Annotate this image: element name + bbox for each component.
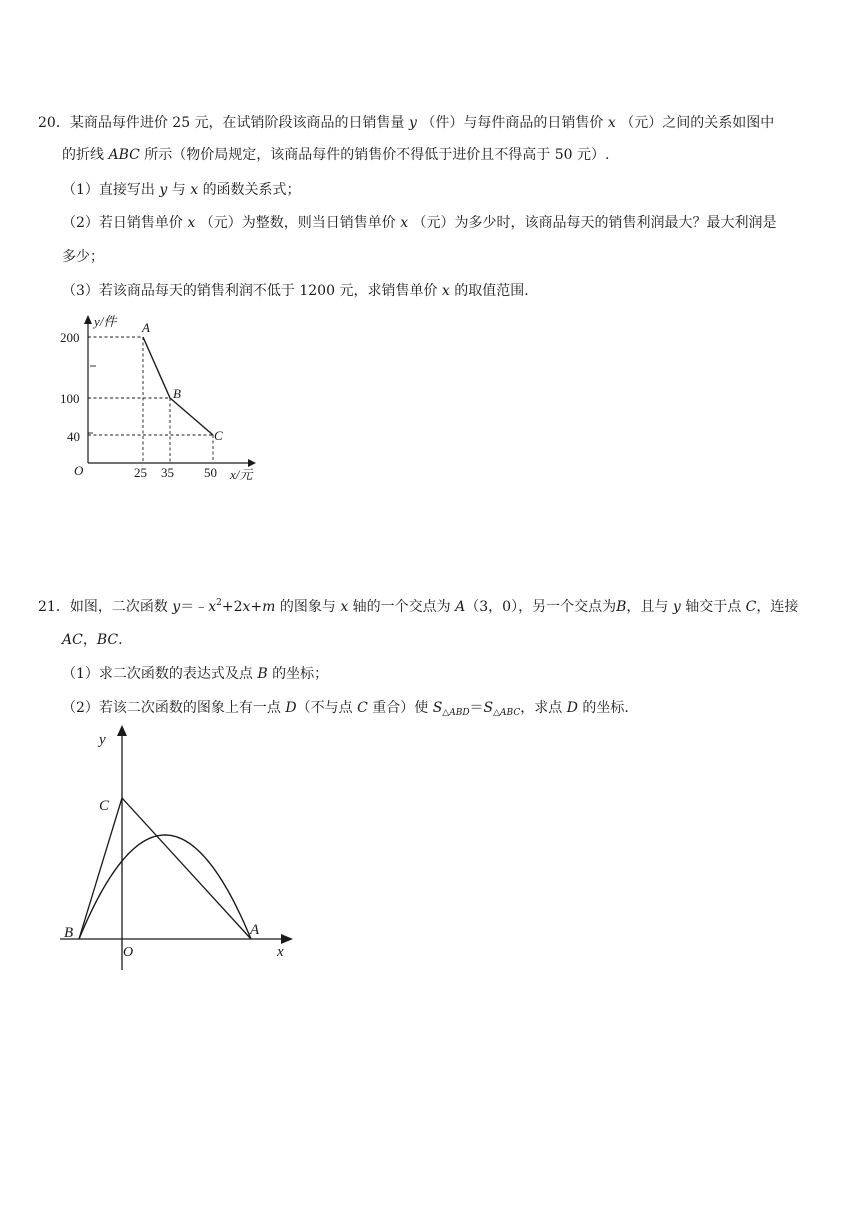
q20-part2-cont: 多少； bbox=[62, 249, 104, 265]
point-label-b: B bbox=[64, 925, 74, 941]
x-axis-arrow bbox=[281, 934, 293, 944]
point-label-c: C bbox=[99, 798, 110, 814]
segment-ac bbox=[122, 798, 251, 939]
sales-graph bbox=[50, 310, 280, 490]
point-label-b: B bbox=[173, 386, 181, 401]
q20-line1: 20．某商品每件进价 25 元，在试销阶段该商品的日销售量 y （件）与每件商品的日销售价 x （元）之间的关系如图中 bbox=[38, 115, 775, 131]
q21-part2: （2）若该二次函数的图象上有一点 D（不与点 C 重合）使 $S_{\triangle ABD}=S_{\triangle ABC}$，求点 D 的坐标. bbox=[62, 700, 629, 718]
q20-number: 20． bbox=[38, 115, 70, 131]
q21-number: 21． bbox=[38, 599, 70, 615]
x-axis-label: x/元 bbox=[230, 467, 253, 482]
y-axis-arrow bbox=[117, 725, 127, 736]
q20-part3: （3）若该商品每天的销售利润不低于 1200 元，求销售单价 x 的取值范围. bbox=[62, 283, 529, 299]
y-tick-label: 100 bbox=[60, 391, 80, 406]
y-tick-label: 200 bbox=[60, 330, 80, 345]
q20-line2: 的折线 ABC 所示（物价局规定，该商品每件的销售价不得低于进价且不得高于 50 元）. bbox=[62, 147, 610, 163]
point-label-a: A bbox=[250, 922, 260, 938]
point-label-a: A bbox=[142, 320, 150, 335]
origin-label: O bbox=[74, 463, 84, 478]
x-tick-label: 25 bbox=[134, 465, 147, 480]
y-axis-label: y/件 bbox=[94, 314, 117, 329]
y-axis-label: y bbox=[99, 732, 106, 748]
parabola-curve bbox=[79, 835, 251, 939]
x-axis-label: x bbox=[277, 944, 284, 960]
q21-line1: 21．如图，二次函数 $y=﹣x^2+2x+m$ 的图象与 x 轴的一个交点为 A（3，0），另一个交点为B，且与 y 轴交于点 C，连接 bbox=[38, 598, 799, 615]
parabola-graph bbox=[55, 722, 315, 982]
q20-part2: （2）若日销售单价 x （元）为整数，则当日销售单价 x （元）为多少时，该商品每天的销售利润最大？最大利润是 bbox=[62, 215, 777, 231]
point-label-c: C bbox=[214, 428, 223, 443]
origin-label: O bbox=[123, 945, 134, 960]
x-axis-arrow bbox=[248, 459, 256, 467]
y-tick-label: 40 bbox=[67, 429, 80, 444]
q20-part1: （1）直接写出 y 与 x 的函数关系式； bbox=[62, 182, 301, 198]
q21-part1: （1）求二次函数的表达式及点 B 的坐标； bbox=[62, 666, 329, 682]
q21-line2: AC，BC. bbox=[62, 632, 123, 648]
y-axis-arrow bbox=[84, 315, 92, 324]
x-tick-label: 50 bbox=[204, 465, 217, 480]
x-tick-label: 35 bbox=[161, 465, 174, 480]
